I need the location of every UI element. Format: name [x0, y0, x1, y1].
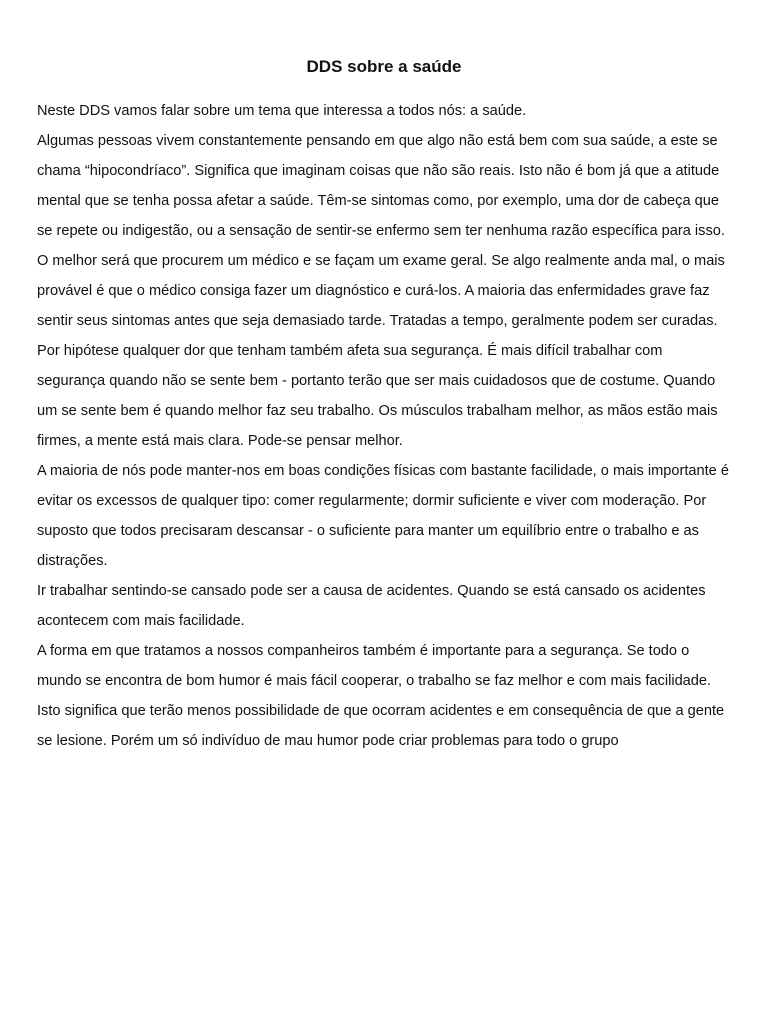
paragraph-physical-condition: A maioria de nós pode manter-nos em boas condições físicas com bastante facilidade, o mais importante é evitar os excessos de qualquer tipo: comer regularmente; dormir suficiente e viver com moderação. Por suposto que todos precisaram descansar - o suficiente para manter um equilíbrio entre o trabalho e as distrações. [37, 463, 729, 569]
paragraph-pain-safety: Por hipótese qualquer dor que tenham também afeta sua segurança. É mais difícil trabalhar com segurança quando não se sente bem - portanto terão que ser mais cuidadosos que de costume. Quando um se sente bem é quando melhor faz seu trabalho. Os músculos trabalham melhor, as mãos estão mais firmes, a mente está mais clara. Pode-se pensar melhor. [37, 343, 718, 449]
document-body [37, 96, 732, 756]
paragraph-tiredness: Ir trabalhar sentindo-se cansado pode ser a causa de acidentes. Quando se está cansado os acidentes acontecem com mais facilidade. [37, 583, 706, 629]
document-title: DDS sobre a saúde [306, 57, 462, 76]
paragraph-companions: A forma em que tratamos a nossos companheiros também é importante para a segurança. Se todo o mundo se encontra de bom humor é mais fácil cooperar, o trabalho se faz melhor e com mais facilidade. Isto significa que terão menos possibilidade de que ocorram acidentes e em consequência de que a gente se lesione. Porém um só indivíduo de mau humor pode criar problemas para todo o grupo [37, 643, 725, 749]
paragraph-intro: Neste DDS vamos falar sobre um tema que interessa a todos nós: a saúde. [37, 103, 527, 119]
paragraph-hypochondria: Algumas pessoas vivem constantemente pensando em que algo não está bem com sua saúde, a este se chama “hipocondríaco”. Significa que imaginam coisas que não são reais. Isto não é bom já que a atitude mental que se tenha possa afetar a saúde. Têm-se sintomas como, por exemplo, uma dor de cabeça que se repete ou indigestão, ou a sensação de sentir-se enfermo sem ter nenhuma razão específica para isso. O melhor será que procurem um médico e se façam um exame geral. Se algo realmente anda mal, o mais provável é que o médico consiga fazer um diagnóstico e curá-los. A maioria das enfermidades grave faz sentir seus sintomas antes que seja demasiado tarde. Tratadas a tempo, geralmente podem ser curadas. [37, 133, 725, 329]
